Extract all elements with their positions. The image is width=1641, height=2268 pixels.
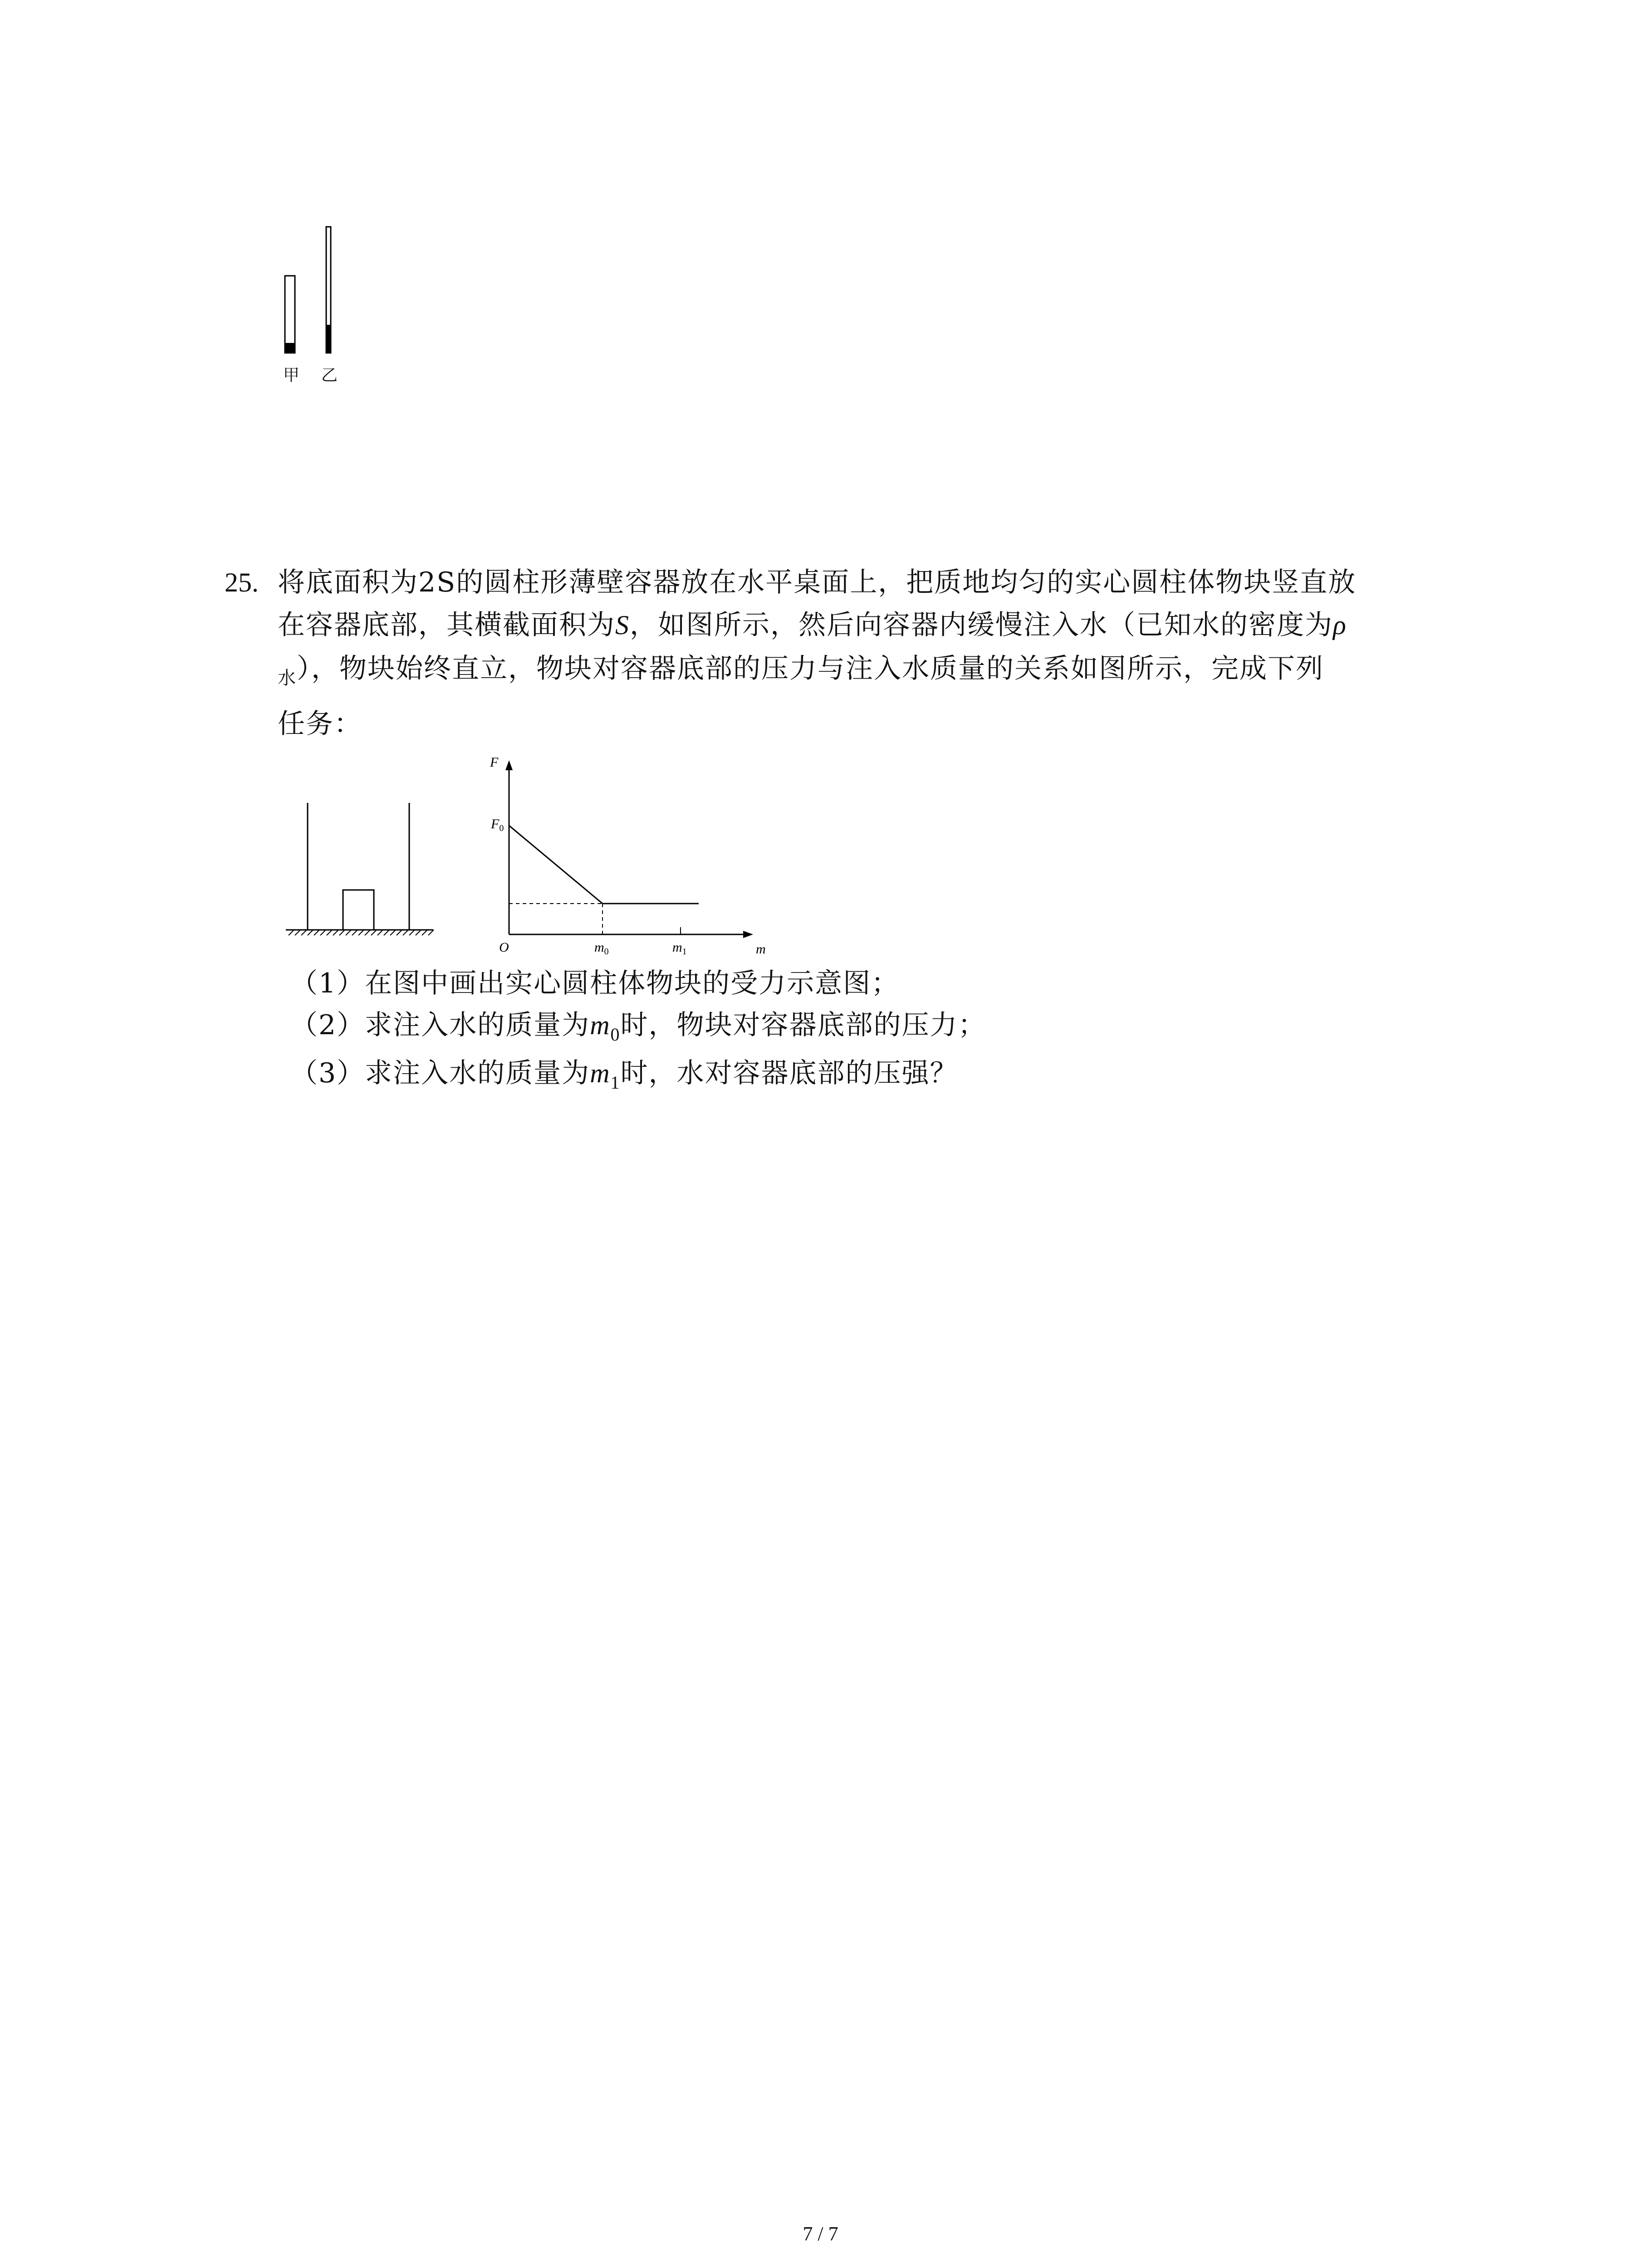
sub-question-2-b: 时，物块对容器底部的压力； bbox=[620, 1009, 986, 1041]
rho-subscript-water: 水 bbox=[278, 668, 297, 689]
test-tube-figure bbox=[272, 218, 363, 399]
question-line-2-a: 在容器底部，其横截面积为 bbox=[278, 609, 615, 641]
container-figure bbox=[277, 794, 440, 943]
f0-label-sub: 0 bbox=[499, 823, 504, 833]
question-line-2 bbox=[278, 609, 1347, 641]
question-line-2-b: ，如图所示，然后向容器内缓慢注入水（已知水的密度为 bbox=[630, 609, 1333, 641]
sub-question-2-a: （2）求注入水的质量为 bbox=[290, 1009, 590, 1041]
variable-s: S bbox=[615, 610, 630, 640]
tube-jia-label: 甲 bbox=[283, 366, 300, 385]
force-decreasing-segment bbox=[509, 826, 603, 904]
y-axis-label: F bbox=[490, 755, 499, 770]
tube-yi-label: 乙 bbox=[321, 366, 338, 385]
page-number: 7 / 7 bbox=[803, 2223, 838, 2245]
table-hatching bbox=[289, 930, 434, 935]
sub-question-3-b: 时，水对容器底部的压强？ bbox=[620, 1057, 958, 1089]
y-axis-arrow bbox=[505, 760, 513, 770]
rho-symbol: ρ bbox=[1333, 610, 1347, 640]
force-mass-graph bbox=[485, 753, 776, 957]
question-line-4: 任务： bbox=[278, 708, 362, 740]
question-line-3 bbox=[278, 652, 1324, 694]
sub-question-2-var: m bbox=[590, 1010, 611, 1040]
sub-question-3-var: m bbox=[590, 1058, 611, 1088]
m1-label-main: m bbox=[672, 940, 682, 955]
sub-question-2-sub: 0 bbox=[610, 1024, 621, 1045]
x-axis-arrow bbox=[743, 931, 753, 938]
m1-label-sub: 1 bbox=[682, 947, 687, 957]
sub-question-3-a: （3）求注入水的质量为 bbox=[290, 1057, 590, 1089]
f0-label-main: F bbox=[491, 816, 500, 831]
sub-question-3-sub: 1 bbox=[610, 1072, 621, 1093]
tube-yi-liquid bbox=[326, 325, 331, 353]
question-line-1: 将底面积为2S的圆柱形薄壁容器放在水平桌面上，把质地均匀的实心圆柱体物块竖直放 bbox=[278, 567, 1357, 598]
force-mass-graph-svg bbox=[485, 753, 776, 957]
cylinder-block bbox=[343, 890, 374, 930]
question-number: 25. bbox=[225, 567, 259, 597]
question-line-3-b: ），物块始终直立，物块对容器底部的压力与注入水质量的关系如图所示，完成下列 bbox=[297, 653, 1324, 684]
m0-label-sub: 0 bbox=[604, 947, 609, 957]
m0-label bbox=[594, 940, 609, 957]
f0-label bbox=[490, 816, 504, 833]
tube-jia bbox=[285, 276, 295, 353]
origin-label: O bbox=[499, 940, 509, 955]
sub-question-2 bbox=[290, 1009, 986, 1051]
m1-label bbox=[672, 940, 687, 957]
x-axis-label: m bbox=[756, 942, 766, 957]
m0-label-main: m bbox=[594, 940, 604, 955]
sub-question-3 bbox=[290, 1057, 958, 1099]
sub-question-1: （1）在图中画出实心圆柱体物块的受力示意图； bbox=[290, 968, 900, 999]
container-drawing bbox=[277, 794, 440, 943]
tube-jia-liquid bbox=[285, 343, 295, 353]
